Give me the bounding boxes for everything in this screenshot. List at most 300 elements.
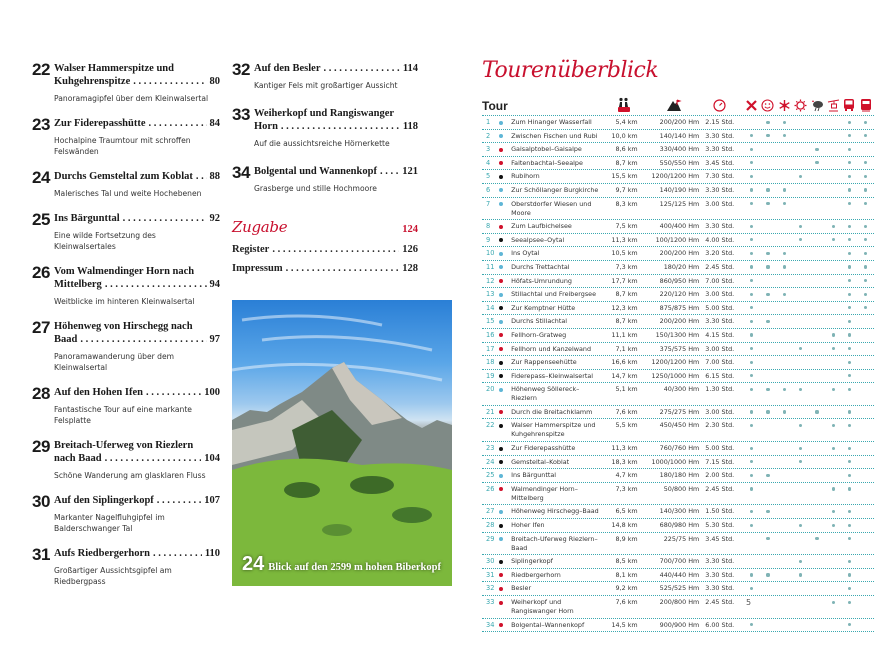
tour-duration: 2.45 Std.: [705, 598, 735, 606]
feature-dot: [864, 265, 867, 268]
tour-name: Höhenweg Söllereck–Riezlern: [511, 385, 580, 403]
feature-winter-cell: [776, 535, 792, 538]
zugabe-section: [232, 218, 418, 274]
feature-cable-car-cell: [825, 145, 841, 148]
feature-family-cell: [760, 421, 776, 424]
toc-title: [54, 117, 220, 130]
difficulty-indicator: [496, 471, 508, 478]
feature-dot: [864, 121, 867, 124]
feature-train-cell: [858, 186, 874, 192]
feature-dot: [832, 333, 835, 336]
feature-food-cell: [744, 584, 760, 590]
feature-dot: [799, 524, 802, 527]
tour-row-number: 6: [486, 185, 491, 194]
toc-title-line: [54, 278, 220, 291]
tour-distance: 6,5 km: [615, 507, 638, 516]
biberkopf-photo: [232, 300, 452, 586]
tour-row[interactable]: [482, 234, 874, 248]
feature-dot: [750, 623, 753, 626]
tour-row[interactable]: [482, 343, 874, 357]
tour-row[interactable]: [482, 406, 874, 420]
tour-distance: 5,1 km: [615, 385, 638, 394]
feature-family-cell: [760, 471, 776, 477]
toc-title-line: [254, 120, 418, 133]
feature-dot: [848, 134, 851, 137]
tour-row[interactable]: [482, 302, 874, 316]
sun-icon: [792, 97, 808, 113]
feature-rain-cell: [809, 186, 825, 189]
tour-duration: 4.15 Std.: [705, 330, 735, 339]
tour-name: Hoher Ifen: [511, 521, 545, 530]
tour-elevation: 140/300 Hm: [659, 507, 700, 516]
feature-family-cell: [760, 263, 776, 269]
feature-dot: [766, 537, 769, 540]
feature-dot: [799, 460, 802, 463]
feature-sunny-cell: [792, 236, 808, 242]
toc-title-line: [54, 170, 220, 183]
tour-row[interactable]: [482, 442, 874, 456]
feature-dot: [848, 148, 851, 151]
tour-elevation: 180/180 Hm: [659, 471, 700, 480]
impressum-page: 128: [402, 263, 418, 274]
tour-row[interactable]: [482, 288, 874, 302]
toc-title-text: Durchs Gemsteltal zum Koblat: [54, 171, 193, 182]
toc-title: [54, 212, 220, 225]
tour-duration: 5.00 Std.: [705, 444, 735, 453]
tour-elevation: 150/1300 Hm: [655, 330, 700, 339]
clock-icon: [705, 97, 744, 113]
feature-dot: [832, 388, 835, 391]
toc-entry[interactable]: [232, 107, 418, 149]
feature-dot: [750, 188, 753, 191]
feature-cable-car-cell: [825, 421, 841, 427]
register-label: Register: [232, 244, 270, 255]
feature-dot: [848, 410, 851, 413]
feature-dot: [832, 225, 835, 228]
tour-name: Zur Kemptner Hütte: [511, 303, 576, 312]
difficulty-indicator: [496, 118, 508, 125]
tour-name: Besler: [511, 584, 532, 593]
tour-row-number: 29: [486, 534, 495, 543]
tour-row[interactable]: [482, 116, 874, 130]
tour-elevation: 140/190 Hm: [659, 185, 700, 194]
feature-sunny-cell: [792, 584, 808, 587]
feature-cable-car-cell: [825, 507, 841, 513]
toc-entry[interactable]: [32, 170, 220, 199]
tour-name: Siplingerkopf: [511, 557, 553, 566]
tour-duration: 3.30 Std.: [705, 185, 735, 194]
feature-rain-cell: [809, 249, 825, 252]
cable-car-icon: [825, 97, 841, 113]
feature-dot: [864, 293, 867, 296]
feature-dot: [783, 202, 786, 205]
tour-row[interactable]: [482, 456, 874, 470]
feature-rain-cell: [809, 584, 825, 587]
toc-description: Großartiger Aussichtsgipfel am Riedbergpass: [54, 566, 172, 586]
feature-sunny-cell: [792, 331, 808, 334]
feature-food-cell: [744, 621, 760, 627]
toc-entry[interactable]: [32, 62, 220, 104]
tour-row-number: 18: [486, 358, 495, 367]
toc-description: Malerisches Tal und weite Hochebenen: [54, 189, 202, 198]
feature-family-cell: [760, 408, 776, 414]
feature-cable-car-cell: [825, 408, 841, 411]
tour-row[interactable]: [482, 275, 874, 289]
tour-number: 33: [232, 105, 250, 124]
tour-row-number: 19: [486, 371, 495, 380]
feature-winter-cell: [776, 304, 792, 307]
tour-row[interactable]: [482, 383, 874, 406]
difficulty-red-dot: [499, 573, 503, 577]
zugabe-heading: Zugabe: [232, 218, 288, 236]
tour-name: Zur Schöllanger Burgkirche: [511, 185, 599, 194]
toc-entry[interactable]: [232, 62, 418, 91]
feature-dot: [848, 424, 851, 427]
feature-dot: [766, 188, 769, 191]
feature-dot: [832, 510, 835, 513]
feature-rain-cell: [809, 290, 825, 293]
difficulty-black-dot: [499, 560, 503, 564]
feature-train-cell: [858, 584, 874, 587]
feature-dot: [832, 601, 835, 604]
feature-family-cell: [760, 345, 776, 348]
difficulty-blue-dot: [499, 202, 503, 206]
feature-winter-cell: [776, 317, 792, 320]
tour-row[interactable]: [482, 329, 874, 343]
tour-row[interactable]: [482, 596, 874, 619]
feature-rain-cell: [809, 458, 825, 461]
feature-rain-cell: [809, 421, 825, 424]
toc-title: [54, 62, 220, 88]
tour-row[interactable]: [482, 220, 874, 234]
tour-row[interactable]: [482, 143, 874, 157]
tour-row[interactable]: [482, 130, 874, 144]
difficulty-blue-dot: [499, 134, 503, 138]
tour-row[interactable]: [482, 315, 874, 329]
tour-elevation: 400/400 Hm: [659, 222, 700, 231]
feature-food-cell: [744, 236, 760, 242]
feature-cable-car-cell: [825, 186, 841, 189]
feature-dot: [848, 306, 851, 309]
feature-sunny-cell: [792, 521, 808, 527]
tour-duration: 2.15 Std.: [705, 118, 735, 126]
difficulty-indicator: [496, 331, 508, 338]
difficulty-red-dot: [499, 410, 503, 414]
tour-row[interactable]: [482, 170, 874, 184]
toc-title-text: Auf den Besler: [254, 63, 321, 74]
feature-cable-car-cell: [825, 535, 841, 538]
leader-dots: [380, 165, 399, 178]
feature-cable-car-cell: [825, 331, 841, 337]
toc-entry[interactable]: [32, 386, 220, 426]
feature-family-cell: [760, 172, 776, 175]
tour-row[interactable]: [482, 356, 874, 370]
feature-sunny-cell: [792, 571, 808, 577]
feature-dot: [815, 161, 818, 164]
tour-row[interactable]: [482, 184, 874, 198]
tour-duration: 3.30 Std.: [705, 222, 735, 231]
feature-family-cell: [760, 458, 776, 461]
feature-cable-car-cell: [825, 222, 841, 228]
leader-dots: [281, 120, 400, 133]
tour-elevation: 1200/1200 Hm: [651, 172, 700, 181]
feature-dot: [848, 388, 851, 391]
tour-row[interactable]: [482, 247, 874, 261]
feature-bus-cell: [841, 317, 857, 323]
feature-rain-cell: [809, 345, 825, 348]
tour-name: Stillachtal und Freibergsee: [511, 290, 597, 299]
feature-food-cell: [744, 172, 760, 178]
tour-row[interactable]: [482, 582, 874, 596]
tour-row[interactable]: [482, 519, 874, 533]
toc-impressum[interactable]: [232, 263, 418, 274]
feature-cable-car-cell: [825, 471, 841, 474]
feature-train-cell: [858, 132, 874, 138]
toc-title-line: [54, 439, 220, 452]
feature-food-cell: [744, 222, 760, 228]
difficulty-indicator: [496, 317, 508, 324]
photo-caption-text: Blick auf den 2599 m hohen Biberkopf: [268, 562, 441, 573]
toc-title-text: Auf den Siplingerkopf: [54, 495, 154, 506]
toc-entry[interactable]: [232, 165, 418, 194]
toc-title-text: Bolgental und Wannenkopf: [254, 166, 377, 177]
feature-family-cell: [760, 598, 776, 601]
feature-dot: [848, 487, 851, 490]
tour-row-number: 28: [486, 521, 495, 530]
tour-row[interactable]: [482, 483, 874, 506]
feature-rain-cell: [809, 521, 825, 524]
feature-dot: [848, 537, 851, 540]
feature-dot: [766, 293, 769, 296]
feature-winter-cell: [776, 277, 792, 280]
feature-sunny-cell: [792, 172, 808, 178]
tour-duration: 3.30 Std.: [705, 584, 735, 593]
tour-elevation: 180/20 Hm: [663, 262, 700, 271]
feature-sunny-cell: [792, 304, 808, 307]
difficulty-blue-dot: [499, 474, 503, 478]
feature-train-cell: [858, 507, 874, 510]
toc-title-line: [54, 547, 220, 560]
toc-page-number: 88: [209, 171, 220, 182]
tour-row-number: 3: [486, 145, 491, 154]
tour-name: Zwischen Fischen und Rubi: [511, 131, 598, 140]
feature-sunny-cell: [792, 200, 808, 203]
feature-family-cell: [760, 186, 776, 192]
toc-page-number: 80: [209, 76, 220, 87]
feature-train-cell: [858, 159, 874, 165]
tour-name: Rubihorn: [511, 172, 540, 181]
toc-title-text: Ins Bärgunttal: [54, 213, 120, 224]
feature-bus-cell: [841, 507, 857, 513]
tour-row-number: 30: [486, 557, 495, 566]
feature-bus-cell: [841, 571, 857, 577]
toc-register[interactable]: [232, 244, 418, 255]
difficulty-indicator: [496, 304, 508, 311]
difficulty-red-dot: [499, 601, 503, 605]
tour-row[interactable]: [482, 505, 874, 519]
feature-bus-cell: [841, 598, 857, 604]
tour-name: Zur Rappenseehütte: [511, 358, 577, 367]
tour-elevation: 375/575 Hm: [659, 344, 700, 353]
tour-row[interactable]: [482, 555, 874, 569]
tour-row[interactable]: [482, 370, 874, 384]
tour-elevation: 200/200 Hm: [659, 249, 700, 258]
feature-dot: [799, 225, 802, 228]
toc-entry[interactable]: [32, 265, 220, 307]
tour-row-number: 34: [486, 620, 495, 629]
feature-dot: [848, 293, 851, 296]
hiker-icon: [605, 97, 643, 113]
tour-row[interactable]: [482, 419, 874, 442]
feature-dot: [750, 487, 753, 490]
tour-overview: [482, 58, 874, 632]
feature-rain-cell: [809, 277, 825, 280]
feature-cable-car-cell: [825, 385, 841, 391]
feature-rain-cell: [809, 159, 825, 165]
feature-sunny-cell: [792, 421, 808, 427]
feature-sunny-cell: [792, 444, 808, 450]
feature-train-cell: [858, 385, 874, 388]
tour-distance: 18,3 km: [611, 457, 638, 466]
feature-cable-car-cell: [825, 372, 841, 375]
tour-row[interactable]: [482, 533, 874, 556]
toc-entry-body: [54, 320, 220, 373]
tour-elevation: 200/200 Hm: [659, 317, 700, 326]
feature-winter-cell: [776, 249, 792, 255]
feature-family-cell: [760, 132, 776, 138]
feature-dot: [848, 447, 851, 450]
feature-dot: [848, 601, 851, 604]
difficulty-black-dot: [499, 524, 503, 528]
feature-cable-car-cell: [825, 159, 841, 162]
feature-winter-cell: [776, 290, 792, 296]
tour-name: Gaisalptobel–Gaisalpe: [511, 145, 582, 154]
feature-rain-cell: [809, 557, 825, 560]
feature-dot: [848, 474, 851, 477]
toc-title-line: [254, 165, 418, 178]
toc-description: Hochalpine Traumtour mit schroffen Felswänden: [54, 136, 191, 156]
feature-rain-cell: [809, 444, 825, 447]
feature-dot: [848, 161, 851, 164]
feature-dot: [864, 279, 867, 282]
feature-food-cell: [744, 331, 760, 337]
feature-sunny-cell: [792, 458, 808, 464]
toc-entry-body: [54, 547, 220, 587]
feature-dot: [864, 175, 867, 178]
zugabe-page[interactable]: 124: [402, 224, 418, 235]
tour-elevation: 1250/1000 Hm: [651, 371, 700, 380]
feature-food-cell: [744, 421, 760, 427]
feature-dot: [848, 188, 851, 191]
tour-row-number: 9: [486, 235, 491, 244]
feature-winter-cell: [776, 222, 792, 225]
feature-rain-cell: [809, 535, 825, 541]
toc-entry[interactable]: [32, 212, 220, 252]
feature-dot: [750, 410, 753, 413]
toc-title: [54, 386, 220, 399]
tour-distance: 8,9 km: [615, 534, 638, 543]
feature-bus-cell: [841, 277, 857, 283]
feature-rain-cell: [809, 222, 825, 225]
feature-winter-cell: [776, 385, 792, 391]
feature-sunny-cell: [792, 621, 808, 624]
tour-distance: 7,6 km: [615, 598, 638, 606]
toc-title-line: [54, 265, 220, 278]
tour-row-number: 7: [486, 199, 491, 208]
register-page: 126: [402, 244, 418, 255]
feature-winter-cell: [776, 372, 792, 375]
feature-dot: [848, 460, 851, 463]
difficulty-indicator: [496, 557, 508, 564]
feature-dot: [832, 524, 835, 527]
leader-dots: [196, 170, 207, 183]
feature-food-cell: [744, 263, 760, 269]
tour-row[interactable]: [482, 569, 874, 583]
feature-rain-cell: [809, 236, 825, 239]
toc-entry-body: [54, 212, 220, 252]
difficulty-blue-dot: [499, 537, 503, 541]
tour-row[interactable]: [482, 619, 874, 633]
difficulty-indicator: [496, 584, 508, 591]
tour-duration: 3.45 Std.: [705, 534, 735, 543]
feature-dot: [750, 424, 753, 427]
difficulty-indicator: [496, 408, 508, 415]
toc-page-number: 121: [402, 166, 418, 177]
feature-family-cell: [760, 385, 776, 391]
difficulty-blue-dot: [499, 121, 503, 125]
feature-dot: [783, 134, 786, 137]
tour-row-number: 12: [486, 276, 495, 285]
tour-name: Ins Bärgunttal: [511, 471, 557, 480]
tour-row[interactable]: [482, 469, 874, 483]
tour-number: 25: [32, 210, 50, 229]
feature-sunny-cell: [792, 345, 808, 351]
tour-distance: 9,7 km: [615, 185, 638, 194]
tour-row[interactable]: [482, 198, 874, 221]
feature-dot: [750, 333, 753, 336]
toc-title: [54, 170, 220, 183]
feature-sunny-cell: [792, 222, 808, 228]
tour-row[interactable]: [482, 261, 874, 275]
tour-name: Gemsteltal–Koblat: [511, 457, 570, 466]
tour-row[interactable]: [482, 157, 874, 171]
feature-train-cell: [858, 471, 874, 474]
tour-duration: 5.30 Std.: [705, 521, 735, 530]
toc-entry[interactable]: [32, 117, 220, 157]
feature-dot: [750, 524, 753, 527]
tour-duration: 3.30 Std.: [705, 317, 735, 326]
leader-dots: [123, 212, 207, 225]
toc-entry[interactable]: [32, 320, 220, 373]
toc-column-left: [32, 62, 220, 600]
feature-dot: [848, 560, 851, 563]
tour-elevation: 220/120 Hm: [659, 290, 700, 299]
tour-elevation: 330/400 Hm: [659, 145, 700, 154]
feature-winter-cell: [776, 557, 792, 560]
tour-elevation: 525/525 Hm: [659, 584, 700, 593]
difficulty-indicator: [496, 444, 508, 451]
toc-description: Weitblicke im hinteren Kleinwalsertal: [54, 297, 195, 306]
toc-entry[interactable]: [32, 439, 220, 481]
toc-title: [54, 547, 220, 560]
tour-elevation: 900/900 Hm: [659, 620, 700, 629]
feature-cable-car-cell: [825, 458, 841, 461]
feature-train-cell: [858, 172, 874, 178]
toc-entry-body: [54, 386, 220, 426]
toc-entry[interactable]: [32, 547, 220, 587]
feature-cable-car-cell: [825, 317, 841, 320]
toc-entry[interactable]: [32, 494, 220, 534]
